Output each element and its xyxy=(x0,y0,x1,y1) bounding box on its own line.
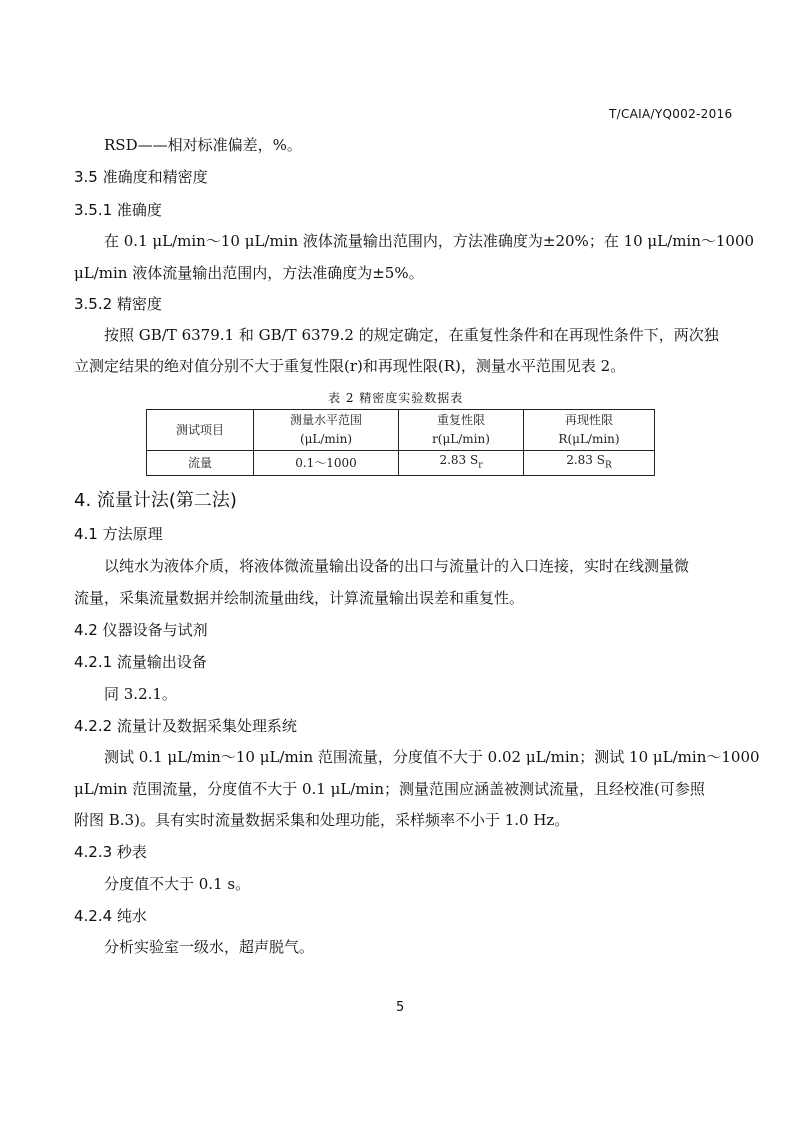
header-test-item: 测试项目 xyxy=(147,410,254,451)
accuracy-text-line-2: μL/min 液体流量输出范围内，方法准确度为±5%。 xyxy=(74,264,424,282)
section-3-5-heading: 3.5 准确度和精密度 xyxy=(74,168,208,186)
section-4-1-heading: 4.1 方法原理 xyxy=(74,525,163,543)
precision-text-line-2: 立测定结果的绝对值分别不大于重复性限(r)和再现性限(R)，测量水平范围见表 2。 xyxy=(74,357,626,375)
header-repeatability-limit: 重复性限 r(μL/min) xyxy=(399,410,524,451)
accuracy-text-line-1: 在 0.1 μL/min～10 μL/min 液体流量输出范围内，方法准确度为±20%；在 10 μL/min～1000 xyxy=(104,232,755,250)
water-text: 分析实验室一级水，超声脱气。 xyxy=(104,938,315,956)
cell-range: 0.1～1000 xyxy=(254,451,399,476)
section-4-2-3-heading: 4.2.3 秒表 xyxy=(74,843,147,861)
table-header-row xyxy=(147,410,655,451)
stopwatch-text: 分度值不大于 0.1 s。 xyxy=(104,875,251,893)
flowmeter-text-line-1: 测试 0.1 μL/min～10 μL/min 范围流量，分度值不大于 0.02 μL/min；测试 10 μL/min～1000 xyxy=(104,748,760,766)
cell-reproducibility: 2.83 $S_R$ xyxy=(524,451,655,476)
section-4-2-4-heading: 4.2.4 纯水 xyxy=(74,907,147,925)
header-reproducibility-limit: 再现性限 R(μL/min) xyxy=(524,410,655,451)
section-4-2-2-heading: 4.2.2 流量计及数据采集处理系统 xyxy=(74,717,297,735)
rsd-definition: RSD——相对标准偏差，%。 xyxy=(104,136,302,154)
section-4-2-heading: 4.2 仪器设备与试剂 xyxy=(74,621,208,639)
principle-text-line-2: 流量，采集流量数据并绘制流量曲线，计算流量输出误差和重复性。 xyxy=(74,589,525,607)
document-code: T/CAIA/YQ002-2016 xyxy=(609,107,733,121)
page-number: 5 xyxy=(396,1000,405,1015)
equipment-text: 同 3.2.1。 xyxy=(104,685,177,703)
cell-repeatability: 2.83 $S_r$ xyxy=(399,451,524,476)
precision-data-table xyxy=(146,409,655,476)
principle-text-line-1: 以纯水为液体介质，将液体微流量输出设备的出口与流量计的入口连接，实时在线测量微 xyxy=(104,557,690,575)
flowmeter-text-line-2: μL/min 范围流量，分度值不大于 0.1 μL/min；测量范围应涵盖被测试流量，且经校准(可参照 xyxy=(74,780,705,798)
section-3-5-1-heading: 3.5.1 准确度 xyxy=(74,201,162,219)
section-4-heading: 4. 流量计法(第二法) xyxy=(74,490,237,511)
flowmeter-text-line-3: 附图 B.3)。具有实时流量数据采集和处理功能，采样频率不小于 1.0 Hz。 xyxy=(74,811,570,829)
section-3-5-2-heading: 3.5.2 精密度 xyxy=(74,295,162,313)
section-4-2-1-heading: 4.2.1 流量输出设备 xyxy=(74,653,207,671)
cell-item: 流量 xyxy=(147,451,254,476)
table-row xyxy=(147,451,655,476)
header-measurement-range: 测量水平范围 (μL/min) xyxy=(254,410,399,451)
table-2-caption: 表 2 精密度实验数据表 xyxy=(328,391,464,405)
precision-text-line-1: 按照 GB/T 6379.1 和 GB/T 6379.2 的规定确定，在重复性条件和在再现性条件下，两次独 xyxy=(104,326,719,344)
